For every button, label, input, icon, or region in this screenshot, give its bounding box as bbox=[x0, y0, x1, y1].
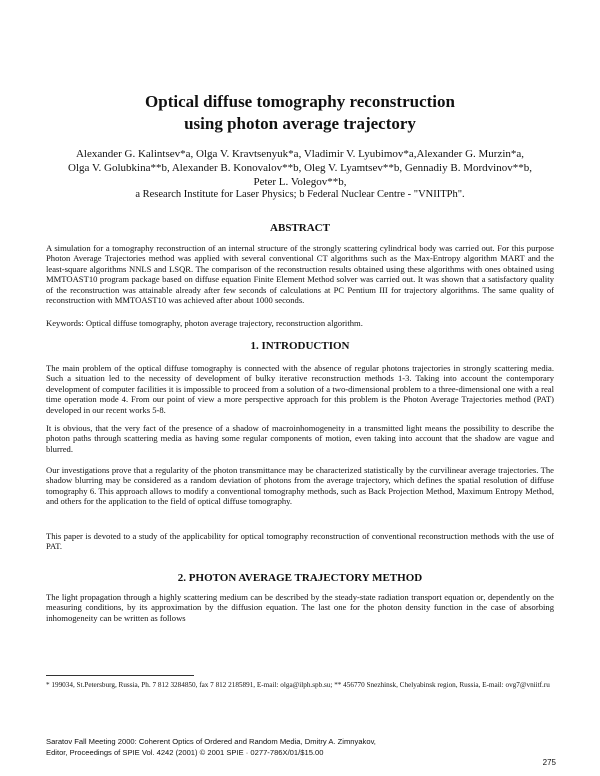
intro-paragraph-4: This paper is devoted to a study of the applicability for optical tomography reconstruction of conventional reconstruction methods with the use of PAT. bbox=[46, 531, 554, 552]
footnote-separator bbox=[46, 675, 194, 676]
affiliations: a Research Institute for Laser Physics; b Federal Nuclear Centre - "VNIITPh". bbox=[135, 189, 465, 200]
page-number: 275 bbox=[542, 758, 556, 767]
paper-title-line-1: Optical diffuse tomography reconstruction bbox=[145, 92, 455, 111]
section-2-paragraph-1: The light propagation through a highly scattering medium can be described by the steady-state radiation transport equation or, dependently on the measuring conditions, by its approximation by the diffusion equation. The last one for the photon density function in the case of absorbing inhomogeneity can be written as follows bbox=[46, 592, 554, 623]
keywords: Keywords: Optical diffuse tomography, photon average trajectory, reconstruction algorithm. bbox=[46, 318, 363, 328]
authors-line-1: Alexander G. Kalintsev*a, Olga V. Kravtsenyuk*a, Vladimir V. Lyubimov*a,Alexander G. Murzin*a, bbox=[75, 148, 525, 160]
intro-paragraph-3: Our investigations prove that a regularity of the photon transmittance may be characterized statistically by the curvilinear average trajectories. The shadow blurring may be considered as a random deviation of photons from the average trajectory, which defines the spatial resolution of diffuse tomography 6. This approach allows to modify a conventional tomography methods, such as Back Projection Method, Maximum Entropy Method, and others for the application to the field of optical diffuse tomography. bbox=[46, 465, 554, 507]
abstract-text: A simulation for a tomography reconstruction of an internal structure of the strongly scattering cylindrical body was carried out. For this purpose Photon Average Trajectories method was applied with several conventional CT algorithms such as the Max-Entropy algorithm MART and the least-square algorithms NNLS and LSQR. The comparison of the reconstruction results obtained using these algorithms with ones obtained using MMTOAST10 program package based on diffuse equation Finite Element Method solver was carried out. It was shown that a satisfactory quality of the reconstruction was attainable already after few seconds of calculations at PC Pentium III for trajectory algorithms. The same quality of reconstruction with MMTOAST10 was achieved after about 1000 seconds. bbox=[46, 243, 554, 306]
intro-paragraph-2: It is obvious, that the very fact of the presence of a shadow of macroinhomogeneity in a transmitted light means the possibility to describe the photon paths through scattering media as having some regular components of motion, even taking into account that the shadow are vague and blurred. bbox=[46, 423, 554, 454]
footer-line-2: Editor, Proceedings of SPIE Vol. 4242 (2001) © 2001 SPIE · 0277-786X/01/$15.00 bbox=[46, 748, 324, 757]
section-2-heading: 2. PHOTON AVERAGE TRAJECTORY METHOD bbox=[177, 572, 423, 584]
authors-line-2: Olga V. Golubkina**b, Alexander B. Konovalov**b, Oleg V. Lyamtsev**b, Gennadiy B. Mordvinov**b, bbox=[68, 162, 532, 174]
footer-line-1: Saratov Fall Meeting 2000: Coherent Optics of Ordered and Random Media, Dmitry A. Zimnyakov, bbox=[46, 737, 376, 746]
section-1-heading: 1. INTRODUCTION bbox=[250, 340, 350, 352]
abstract-heading: ABSTRACT bbox=[270, 222, 330, 234]
intro-paragraph-1: The main problem of the optical diffuse tomography is connected with the absence of regular photons trajectories in strongly scattering media. Such a situation led to the necessity of development of bulky iterative reconstruction methods 1-3. Taking into account the contemporary development of computer facilities it is impossible to proceed from a solution of a two-dimensional problem to a three-dimensional one with a real time operation mode 4. From our point of view a more perspective approach for this problem is the Photon Average Trajectories method (PAT) developed in our recent works 5-8. bbox=[46, 363, 554, 415]
authors-line-3: Peter L. Volegov**b, bbox=[253, 176, 347, 188]
paper-title-line-2: using photon average trajectory bbox=[184, 114, 416, 133]
footnote: * 199034, St.Petersburg, Russia, Ph. 7 812 3284850, fax 7 812 2185891, E-mail: olga@ilph.spb.su; ** 456770 Snezhinsk, Chelyabinsk region, Russia, E-mail: ovg7@vniitf.ru bbox=[46, 681, 550, 689]
